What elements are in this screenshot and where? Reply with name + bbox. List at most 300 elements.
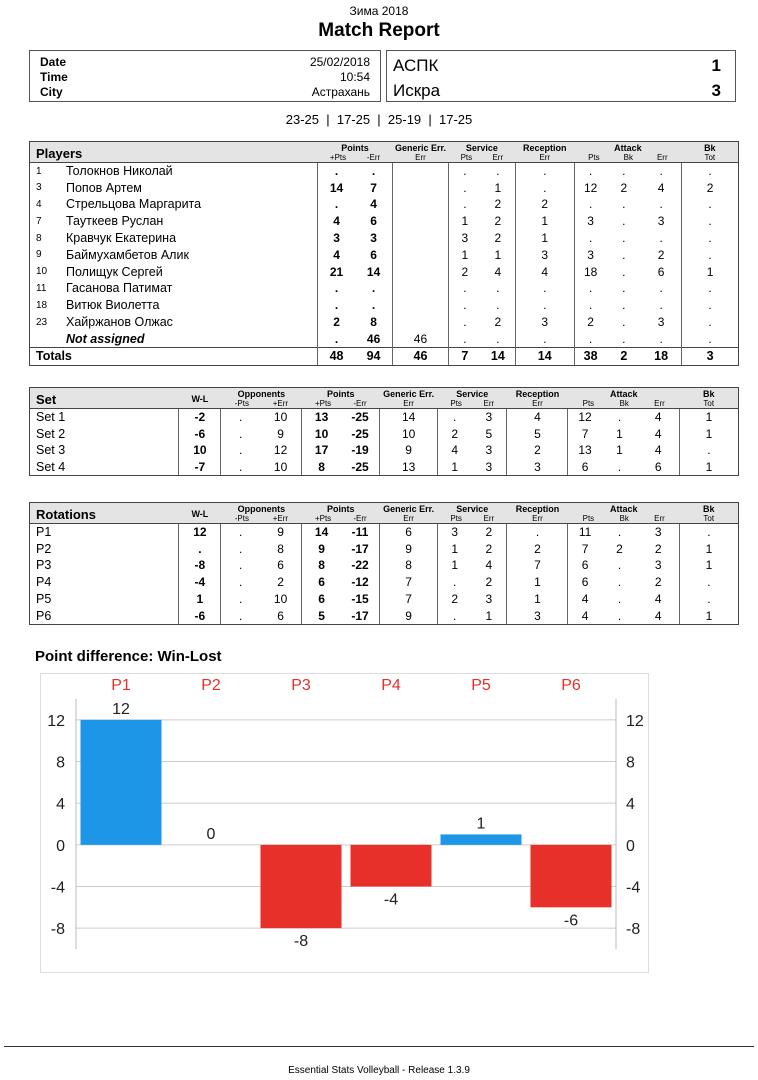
generic-err (393, 179, 449, 196)
attack-bk: . (602, 607, 638, 624)
sub-header: +Err (272, 399, 289, 408)
service-pts: 1 (448, 213, 480, 230)
block-total: . (682, 196, 739, 213)
season-label: Зима 2018 (349, 4, 409, 18)
sub-header: Err (483, 399, 495, 408)
player-name: Гасанова Патимат (65, 281, 173, 296)
row-label: P2 (30, 540, 179, 557)
generic-err: 7 (380, 591, 438, 608)
service-pts: . (448, 196, 480, 213)
set-scores: 23-25 | 17-25 | 25-19 | 17-25 (285, 112, 473, 127)
category-label: P5 (471, 677, 491, 694)
bk-header: Bk (704, 143, 716, 153)
sub-header: Err (415, 153, 426, 162)
wl-header: W-L (179, 503, 221, 524)
points-err: -17 (341, 607, 380, 624)
sub-header: Pts (588, 153, 600, 162)
service-err: 3 (471, 459, 507, 476)
attack-err: 6 (637, 459, 679, 476)
row-label: Set 2 (30, 425, 179, 442)
service-err: . (496, 298, 500, 313)
footer-divider (4, 1046, 754, 1047)
attack-err: 4 (654, 443, 662, 458)
sub-header: Tot (703, 399, 715, 408)
attack-pts: . (574, 330, 606, 347)
win-lost: 1 (179, 591, 221, 608)
points-err: -15 (351, 592, 369, 607)
generic-err: 6 (380, 524, 438, 541)
attack-err: 18 (641, 347, 682, 365)
team-name: Искра (393, 81, 441, 100)
service-err: 1 (494, 180, 502, 195)
points-plus: 17 (302, 442, 341, 459)
player-row (30, 230, 739, 247)
service-header: Service (456, 389, 489, 399)
attack-bk: . (622, 298, 626, 313)
sub-header: Pts (582, 514, 595, 523)
set-row (30, 425, 739, 442)
block-total: . (679, 574, 738, 591)
attack-err: . (659, 298, 663, 313)
opponents-pts: . (221, 442, 260, 459)
service-pts: 2 (438, 591, 472, 608)
win-lost: -8 (179, 557, 221, 574)
service-err: 3 (485, 443, 493, 458)
service-pts: . (448, 280, 480, 297)
category-label: P1 (111, 677, 131, 694)
player-number: 9 (30, 246, 64, 263)
reception-err: 5 (507, 425, 568, 442)
attack-bk: . (622, 164, 626, 179)
generic-err: 9 (380, 607, 438, 624)
y-tick-label-right: 4 (626, 796, 635, 814)
rotation-row (30, 540, 739, 557)
bar-p4 (351, 845, 432, 887)
wl-header: W-L (179, 388, 221, 409)
service-pts: . (438, 409, 472, 426)
generic-err (393, 163, 449, 180)
attack-header: Attack (614, 143, 642, 153)
win-lost: . (179, 540, 221, 557)
set-row (30, 459, 739, 476)
sub-header: Err (403, 399, 414, 408)
sub-header: Bk (619, 399, 629, 408)
footer-text: Essential Stats Volleyball - Release 1.3.9 (288, 1065, 470, 1076)
reception-err: . (515, 163, 574, 180)
block-total: 1 (679, 540, 738, 557)
reception-header: Reception (515, 389, 560, 399)
service-pts: . (448, 163, 480, 180)
player-name: Хайржанов Олжас (65, 315, 173, 330)
team-name: АСПК (393, 56, 439, 75)
time-label: Time (40, 70, 68, 84)
sub-header: Pts (450, 399, 462, 408)
attack-err: 4 (654, 426, 662, 441)
reception-err: 2 (515, 196, 574, 213)
attack-err: 3 (654, 558, 662, 573)
attack-pts: . (574, 196, 606, 213)
service-err: 1 (471, 607, 507, 624)
player-number: 23 (30, 314, 64, 331)
attack-bk: . (617, 575, 622, 590)
generic-err: 46 (393, 347, 449, 365)
service-pts: 1 (438, 459, 472, 476)
reception-err: . (507, 524, 568, 541)
points-plus: 4 (318, 213, 356, 230)
service-pts: 2 (448, 263, 480, 280)
service-err: 5 (485, 426, 493, 441)
attack-bk: . (622, 197, 626, 212)
generic-err: 7 (380, 574, 438, 591)
points-plus: 4 (318, 246, 356, 263)
points-err: 94 (355, 347, 393, 365)
win-lost: -6 (179, 607, 221, 624)
points-err: -11 (351, 525, 369, 540)
service-err: . (496, 164, 500, 179)
rotation-row (30, 591, 739, 608)
points-plus: 8 (302, 459, 341, 476)
sub-header: -Err (353, 399, 367, 408)
attack-bk: 2 (607, 347, 641, 365)
attack-bk: . (622, 331, 626, 346)
attack-bk: 2 (616, 541, 623, 556)
attack-err: 3 (654, 525, 662, 540)
opponents-err: 10 (273, 410, 288, 425)
bar-p6 (531, 845, 612, 908)
points-plus: . (318, 297, 356, 314)
service-err: 2 (494, 214, 502, 229)
block-total: 1 (679, 409, 738, 426)
y-tick-label-right: -4 (626, 879, 641, 897)
sub-header: Err (654, 399, 665, 408)
points-plus: 48 (318, 347, 356, 365)
bar-p3 (261, 845, 342, 928)
points-err: . (371, 164, 376, 179)
points-err: 14 (366, 264, 381, 279)
opponents-pts: . (221, 524, 260, 541)
y-tick-label-left: 0 (56, 837, 65, 855)
reception-err: 3 (515, 246, 574, 263)
service-err: 2 (485, 525, 493, 540)
reception-err: . (515, 330, 574, 347)
opponents-err: 6 (277, 558, 284, 573)
category-label: P2 (201, 677, 221, 694)
attack-pts: 6 (568, 459, 602, 476)
attack-bk: . (622, 281, 626, 296)
player-number: 4 (30, 196, 64, 213)
page-title: Match Report (318, 20, 440, 41)
row-label: Set 1 (30, 409, 179, 426)
points-err: -19 (351, 443, 369, 458)
reception-header: Reception (522, 143, 567, 153)
sub-header: Err (532, 399, 543, 408)
attack-bk: . (622, 231, 626, 246)
points-plus: 9 (302, 540, 341, 557)
block-total: 1 (679, 425, 738, 442)
service-err: 4 (485, 558, 493, 573)
points-err: 3 (370, 231, 377, 246)
player-number: 18 (30, 297, 64, 314)
opponents-pts: . (221, 557, 260, 574)
attack-pts: 3 (574, 246, 606, 263)
attack-pts: . (574, 297, 606, 314)
service-pts: 7 (448, 347, 480, 365)
sub-header: -Err (353, 514, 367, 523)
service-pts: . (448, 297, 480, 314)
points-header: Points (327, 389, 355, 399)
win-lost: 12 (179, 524, 221, 541)
attack-bk: . (617, 558, 622, 573)
generic-err: 10 (380, 425, 438, 442)
reception-err: 4 (515, 263, 574, 280)
block-total: . (679, 524, 738, 541)
y-tick-label-left: -4 (50, 879, 65, 897)
attack-pts: 12 (568, 409, 602, 426)
generic-err (393, 314, 449, 331)
generic-err: 9 (380, 442, 438, 459)
attack-bk: 2 (620, 180, 628, 195)
points-plus: 21 (318, 263, 356, 280)
opponents-err: 6 (260, 607, 302, 624)
points-err: 6 (370, 214, 377, 229)
bk-header: Bk (702, 504, 715, 514)
attack-header: Attack (609, 389, 638, 399)
points-plus: . (318, 280, 356, 297)
attack-err: 4 (654, 410, 662, 425)
chart-title: Point difference: Win-Lost (35, 648, 222, 665)
attack-pts: 2 (574, 314, 606, 331)
block-total: . (682, 314, 739, 331)
totals-label: Totals (30, 347, 318, 365)
block-total: . (682, 280, 739, 297)
attack-err: . (659, 164, 663, 179)
data-label: -6 (563, 912, 579, 930)
player-row (30, 330, 739, 347)
attack-bk: . (602, 459, 638, 476)
attack-err: 2 (654, 541, 662, 556)
attack-err: . (659, 331, 663, 346)
points-err: 8 (370, 315, 377, 330)
attack-bk: . (622, 247, 626, 262)
bar-p5 (441, 834, 522, 844)
y-tick-label-right: -8 (626, 921, 641, 939)
block-total: 1 (679, 607, 738, 624)
attack-err: . (659, 231, 663, 246)
row-label: P6 (30, 607, 179, 624)
y-tick-label-left: 8 (56, 754, 65, 772)
player-name: Полищук Сергей (65, 264, 163, 279)
attack-err: 6 (657, 264, 665, 279)
points-plus: 10 (302, 425, 341, 442)
attack-pts: 4 (568, 591, 602, 608)
service-pts: 1 (438, 557, 472, 574)
sub-header: Bk (619, 514, 629, 523)
block-total: 3 (682, 347, 739, 365)
time-value: 10:54 (339, 70, 370, 84)
player-number: 11 (30, 280, 64, 297)
attack-pts: 18 (574, 263, 606, 280)
points-plus: 6 (302, 591, 341, 608)
points-err: 46 (366, 331, 381, 346)
points-err: 7 (370, 180, 377, 195)
block-total: . (682, 246, 739, 263)
service-pts: 2 (438, 425, 472, 442)
player-name: Толокнов Николай (65, 164, 173, 179)
attack-pts: 7 (568, 425, 602, 442)
points-err: -25 (351, 426, 369, 441)
sub-header: Pts (582, 399, 595, 408)
reception-err: . (515, 280, 574, 297)
attack-pts: 38 (574, 347, 606, 365)
attack-err: 4 (637, 607, 679, 624)
rotation-row (30, 557, 739, 574)
win-lost: -2 (179, 409, 221, 426)
opponents-err: 9 (277, 426, 284, 441)
row-label: P5 (30, 591, 179, 608)
player-row (30, 163, 739, 180)
block-total: . (679, 442, 738, 459)
points-err: . (371, 281, 376, 296)
player-number: 10 (30, 263, 64, 280)
opponents-err: 9 (277, 525, 284, 540)
player-name: Попов Артем (65, 180, 142, 195)
player-row (30, 196, 739, 213)
win-lost: -7 (179, 459, 221, 476)
sub-header: +Err (272, 514, 289, 523)
reception-err: 4 (507, 409, 568, 426)
attack-bk: . (622, 264, 626, 279)
row-label: Set 4 (30, 459, 179, 476)
bk-header: Bk (702, 389, 715, 399)
generic-err: 8 (380, 557, 438, 574)
reception-err: 3 (507, 607, 568, 624)
block-total: . (679, 591, 738, 608)
row-label: P3 (30, 557, 179, 574)
attack-pts: 3 (574, 213, 606, 230)
player-row (30, 179, 739, 196)
block-total: . (682, 230, 739, 247)
sub-header: Tot (704, 153, 716, 162)
reception-header: Reception (515, 504, 560, 514)
date-value: 25/02/2018 (309, 55, 370, 69)
rotation-row (30, 524, 739, 541)
attack-err: 4 (654, 592, 662, 607)
category-label: P6 (561, 677, 581, 694)
y-tick-label-left: 4 (56, 796, 65, 814)
service-err: 1 (494, 247, 502, 262)
category-label: P4 (381, 677, 401, 694)
opponents-pts: . (221, 574, 260, 591)
attack-pts: . (574, 230, 606, 247)
block-total: . (682, 213, 739, 230)
reception-err: 2 (507, 540, 568, 557)
points-plus: . (318, 330, 356, 347)
win-lost: 10 (179, 442, 221, 459)
set-row (30, 409, 739, 426)
bar-p1 (81, 720, 162, 845)
generic-err (393, 213, 449, 230)
sub-header: Err (492, 153, 504, 162)
sub-header: Err (654, 514, 665, 523)
attack-err: . (659, 281, 663, 296)
player-number: 7 (30, 213, 64, 230)
service-pts: . (448, 330, 480, 347)
points-plus: 2 (318, 314, 356, 331)
generic-err: 14 (380, 409, 438, 426)
points-err: -12 (351, 575, 369, 590)
points-err: -25 (351, 410, 369, 425)
rotations-header: Rotations (30, 503, 179, 524)
data-label: 0 (206, 825, 216, 843)
attack-pts: 6 (568, 557, 602, 574)
sub-header: Err (532, 514, 543, 523)
sub-header: -Pts (234, 514, 249, 523)
attack-pts: . (574, 163, 606, 180)
block-total: 2 (682, 179, 739, 196)
attack-bk: . (622, 214, 626, 229)
player-number (30, 330, 64, 347)
opponents-err: 8 (277, 541, 284, 556)
generic-err: 9 (380, 540, 438, 557)
y-tick-label-right: 8 (626, 754, 635, 772)
y-tick-label-left: -8 (50, 921, 65, 939)
points-plus: 8 (302, 557, 341, 574)
attack-err: 2 (657, 247, 665, 262)
attack-err: 3 (657, 315, 665, 330)
y-tick-label-left: 12 (47, 712, 65, 730)
attack-err: 4 (657, 180, 665, 195)
attack-pts: . (574, 280, 606, 297)
players-header: Players (30, 142, 318, 163)
generic-err (393, 280, 449, 297)
data-label: -8 (293, 933, 309, 951)
player-name: Кравчук Екатерина (65, 231, 177, 246)
y-tick-label-right: 0 (626, 837, 635, 855)
category-label: P3 (291, 677, 311, 694)
reception-err: 14 (515, 347, 574, 365)
block-total: 1 (682, 263, 739, 280)
generic-err (393, 196, 449, 213)
opponents-err: 2 (277, 575, 284, 590)
service-pts: . (448, 314, 480, 331)
service-pts: 1 (448, 246, 480, 263)
row-label: P1 (30, 524, 179, 541)
service-err: 4 (494, 264, 502, 279)
service-err: 2 (485, 575, 493, 590)
teams-score-box (386, 50, 736, 102)
set-row (30, 442, 739, 459)
reception-err: 1 (507, 574, 568, 591)
reception-err: 1 (515, 213, 574, 230)
service-pts: . (438, 607, 472, 624)
win-lost: -6 (179, 425, 221, 442)
sub-header: Err (403, 514, 414, 523)
reception-err: . (515, 179, 574, 196)
totals-row (30, 347, 739, 365)
date-label: Date (40, 55, 67, 69)
points-plus: . (318, 163, 356, 180)
points-header: Points (327, 504, 355, 514)
player-row (30, 246, 739, 263)
block-total: 1 (679, 557, 738, 574)
y-tick-label-right: 12 (626, 712, 644, 730)
player-row (30, 213, 739, 230)
reception-err: . (515, 297, 574, 314)
win-lost: -4 (179, 574, 221, 591)
sub-header: Tot (703, 514, 715, 523)
reception-err: 1 (507, 591, 568, 608)
data-label: -4 (383, 891, 399, 909)
